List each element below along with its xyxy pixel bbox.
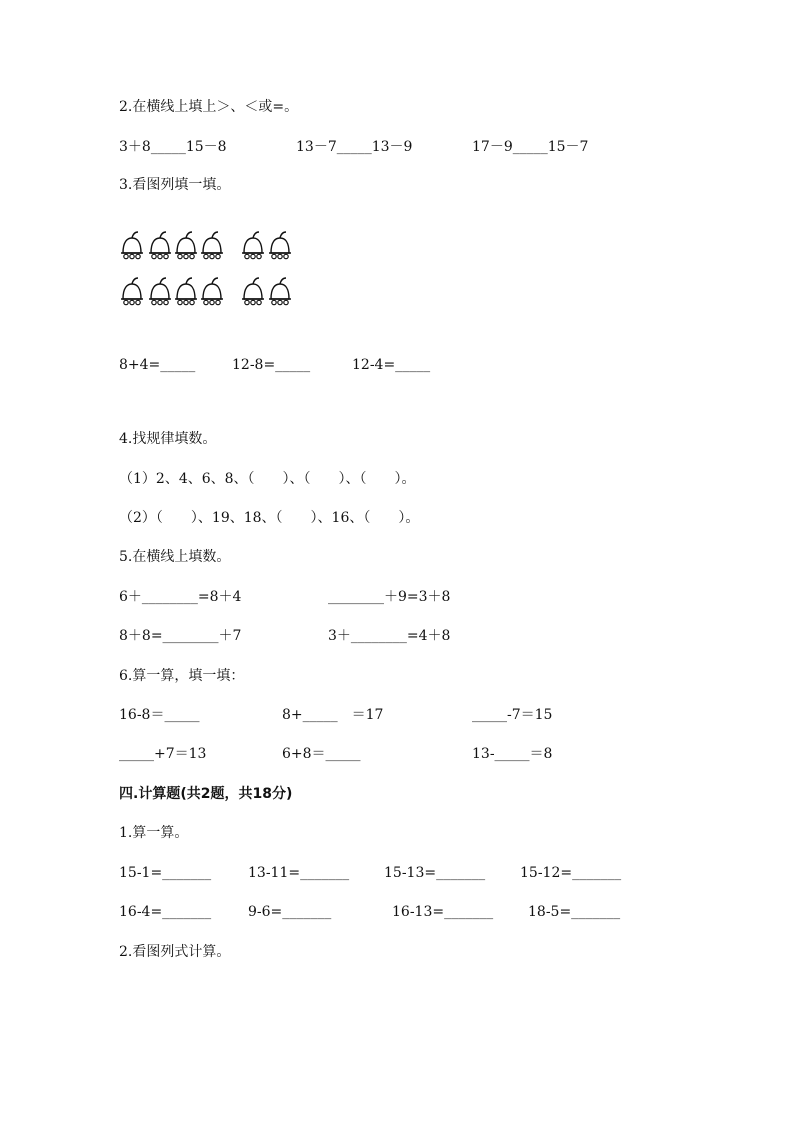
section4-q1-title: 1.算一算。 <box>119 825 189 841</box>
equation-item: 8+4=_____ <box>119 357 196 373</box>
section-heading: 四.计算题(共2题，共18分) <box>119 786 293 802</box>
calc-item: 6+8＝_____ <box>282 746 361 762</box>
calc-item: 13-11=_______ <box>248 865 350 881</box>
fill-item: 8＋8=________＋7 <box>119 628 242 644</box>
calc-item: 15-13=_______ <box>384 865 486 881</box>
calc-item: 15-12=_______ <box>520 865 622 881</box>
calc-item: _____+7＝13 <box>119 746 207 762</box>
bell-icon <box>121 278 143 305</box>
bell-icon <box>242 278 264 305</box>
bells-picture <box>118 228 298 318</box>
calc-item: _____-7＝15 <box>472 707 553 723</box>
bell-icon <box>149 232 171 259</box>
q6-title: 6.算一算，填一填： <box>119 668 245 684</box>
sequence-row: （2）（ ）、19、18、（ ）、16、（ ）。 <box>119 510 420 526</box>
compare-item: 17－9_____15－7 <box>472 139 589 155</box>
bell-icon <box>201 232 223 259</box>
fill-item: 6＋________=8＋4 <box>119 589 242 605</box>
bell-icon <box>269 232 291 259</box>
section4-q2-title: 2.看图列式计算。 <box>119 944 231 960</box>
calc-item: 16-8＝_____ <box>119 707 200 723</box>
sequence-row: （1）2、4、6、8、（ ）、（ ）、（ ）。 <box>119 471 416 487</box>
bell-icon <box>175 278 197 305</box>
compare-item: 13－7_____13－9 <box>296 139 413 155</box>
bell-icon <box>121 232 143 259</box>
calc-item: 16-4=_______ <box>119 904 212 920</box>
q5-title: 5.在横线上填数。 <box>119 549 231 565</box>
bell-icon <box>175 232 197 259</box>
calc-item: 16-13=_______ <box>392 904 494 920</box>
fill-item: 3＋________=4＋8 <box>328 628 451 644</box>
q3-title: 3.看图列填一填。 <box>119 177 231 193</box>
calc-item: 15-1=_______ <box>119 865 212 881</box>
q4-title: 4.找规律填数。 <box>119 431 217 447</box>
calc-item: 8+_____ ＝17 <box>282 707 384 723</box>
bell-icon <box>201 278 223 305</box>
calc-item: 13-_____＝8 <box>472 746 553 762</box>
fill-item: ________＋9=3＋8 <box>328 589 451 605</box>
bell-icon <box>242 232 264 259</box>
equation-item: 12-4=_____ <box>352 357 431 373</box>
bell-icon <box>149 278 171 305</box>
calc-item: 18-5=_______ <box>528 904 621 920</box>
q2-title: 2.在横线上填上＞、＜或=。 <box>119 99 299 115</box>
equation-item: 12-8=_____ <box>232 357 311 373</box>
calc-item: 9-6=_______ <box>248 904 332 920</box>
compare-item: 3＋8_____15－8 <box>119 139 227 155</box>
bell-icon <box>269 278 291 305</box>
